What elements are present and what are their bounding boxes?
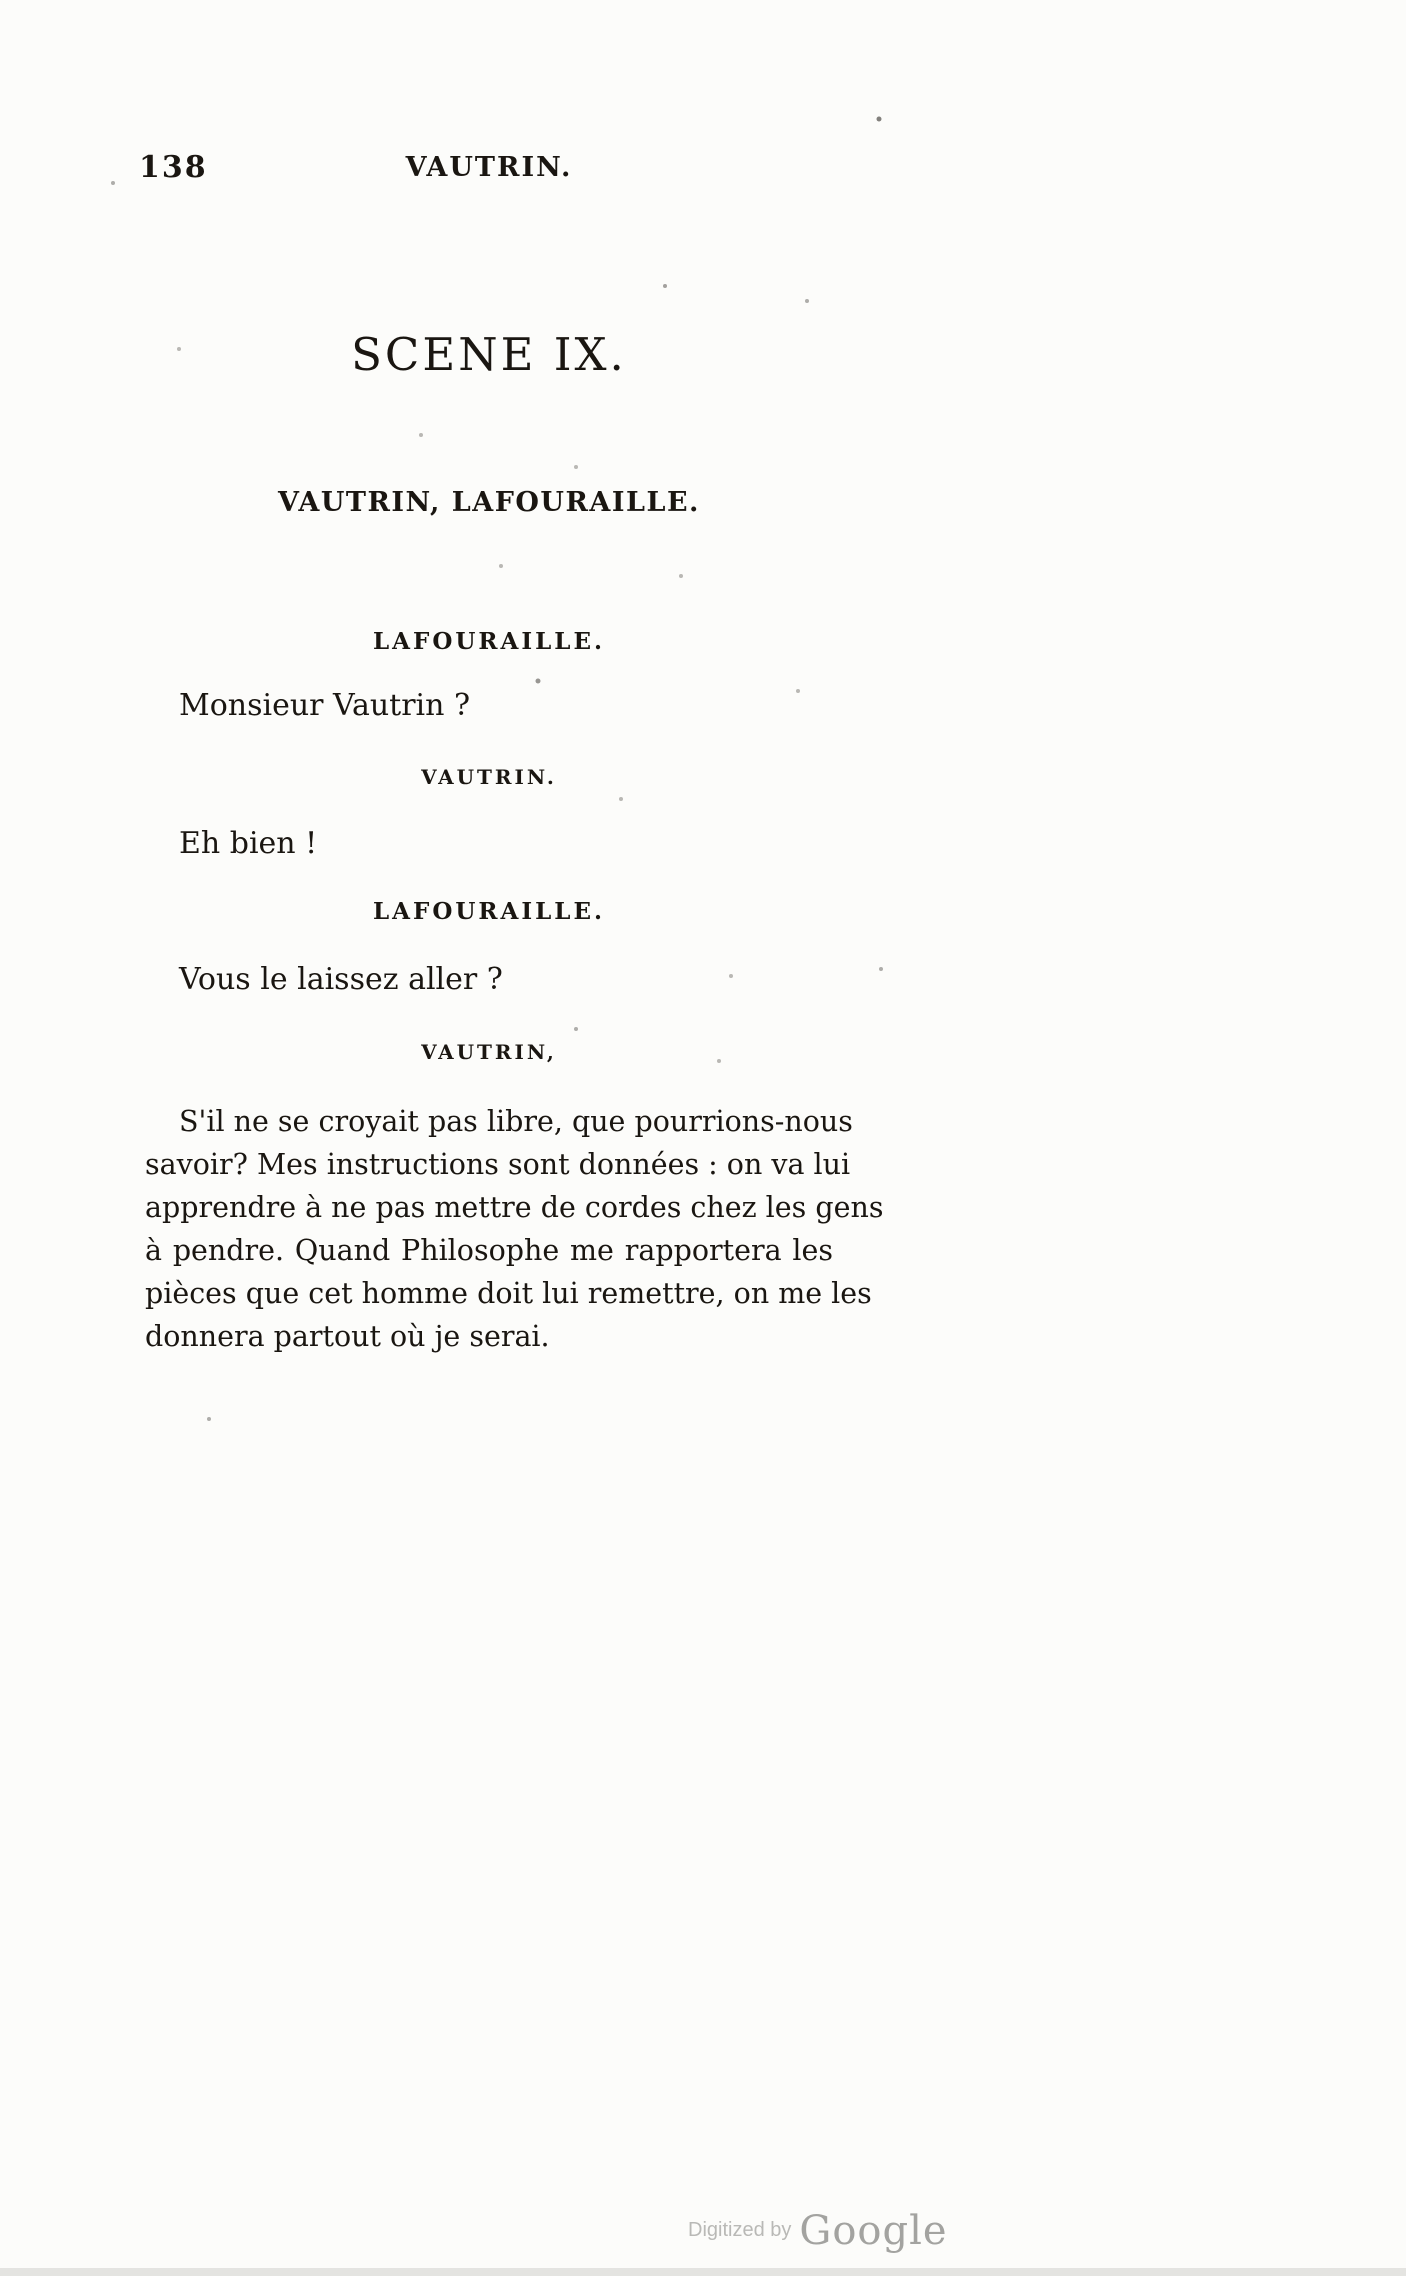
scene-heading: SCENE IX. <box>351 328 627 381</box>
dialogue-line: Eh bien ! <box>179 826 318 861</box>
page-number: 138 <box>139 150 208 185</box>
page-header <box>139 150 833 190</box>
characters-line: VAUTRIN, LAFOURAILLE. <box>278 487 700 518</box>
speaker-name: LAFOURAILLE. <box>372 628 606 655</box>
speaker-name: VAUTRIN, <box>421 1040 557 1064</box>
speech-line: pièces que cet homme doit lui remettre, on me les <box>145 1277 872 1310</box>
digitized-by-label: Digitized by <box>688 2219 792 2241</box>
speech-paragraph <box>145 1100 884 1358</box>
dialogue-line: Monsieur Vautrin ? <box>179 688 471 723</box>
dialogue-line: Vous le laissez aller ? <box>179 962 503 997</box>
speech-line: savoir? Mes instructions sont données : on va lui <box>145 1148 851 1181</box>
running-title: VAUTRIN. <box>405 152 573 183</box>
scan-speck-noise <box>0 0 2 2</box>
speech-line: S'il ne se croyait pas libre, que pourrions-nous <box>179 1105 853 1138</box>
google-logo: Google <box>799 2208 948 2254</box>
page-bottom-edge <box>0 2268 1406 2276</box>
speech-line: à pendre. Quand Philosophe me rapportera les <box>145 1234 833 1267</box>
speech-line: donnera partout où je serai. <box>145 1320 550 1353</box>
speaker-name: VAUTRIN. <box>421 765 557 789</box>
speaker-name: LAFOURAILLE. <box>372 898 606 925</box>
speech-line: apprendre à ne pas mettre de cordes chez les gens <box>145 1191 884 1224</box>
digitized-watermark <box>688 2208 1108 2254</box>
